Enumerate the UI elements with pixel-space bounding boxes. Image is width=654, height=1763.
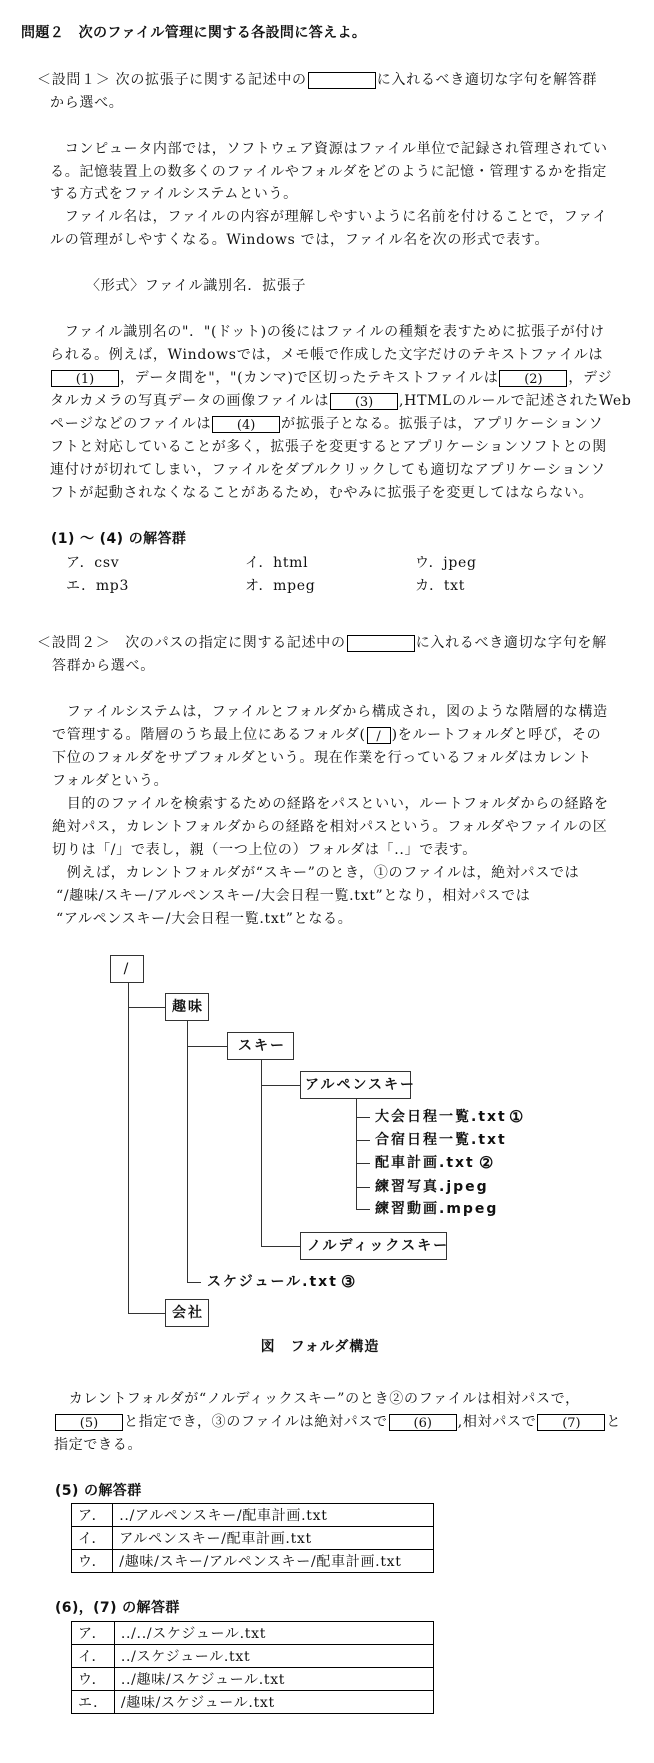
text: に入れるべき適切な字句を解答群 (376, 72, 598, 88)
text-line (52, 770, 168, 792)
tree-line (356, 1099, 357, 1209)
text: )をルートフォルダと呼び，その (391, 727, 602, 743)
option: エ．mp3 (66, 578, 130, 594)
text: から選べ。 (50, 95, 124, 111)
table-row (72, 1645, 434, 1668)
file: 練習写真.jpeg (375, 1179, 489, 1195)
tree-line (356, 1117, 370, 1118)
text-line (56, 885, 530, 907)
text: に入れるべき適切な字句を解 (415, 635, 607, 651)
folder-alpine-ski: アルペンスキー (300, 1071, 411, 1099)
text-line (50, 161, 607, 183)
text: る。記憶装置上の数多くのファイルやフォルダをどのように記憶・管理するかを指定 (50, 164, 608, 180)
text: と指定でき，③のファイルは絶対パスで (124, 1414, 388, 1430)
answer-blank-box: (5) (55, 1414, 123, 1431)
option-key: イ． (72, 1645, 115, 1668)
text: 答群から選べ。 (52, 658, 155, 674)
marker-1: ① (509, 1107, 524, 1126)
text-line (50, 344, 603, 366)
text: フトが起動されなくなることがあるため，むやみに拡張子を変更してはならない。 (50, 485, 594, 501)
text: カレントフォルダが“ノルディックスキー”のとき②のファイルは相対パスで， (54, 1391, 580, 1407)
tree-line (356, 1163, 370, 1164)
answer-blank-box (308, 72, 376, 89)
text-line (50, 482, 593, 504)
option-path: ../../スケジュール.txt (114, 1622, 433, 1645)
tree-line (128, 1007, 165, 1008)
option-path: /趣味/スキー/アルペンスキー/配車計画.txt (113, 1550, 434, 1573)
text-line (54, 1434, 142, 1456)
tree-line (356, 1209, 370, 1210)
text: ルの管理がしやすくなる。Windows では，ファイル名を次の形式で表す。 (50, 232, 550, 248)
answer-group-1-4-label: (1) ～ (4) の解答群 (51, 531, 187, 547)
tree-line (261, 1246, 300, 1247)
table-row (72, 1527, 434, 1550)
text: 切りは「/」で表し，親（一つ上位の）フォルダは「..」で表す。 (52, 842, 477, 858)
text: で管理する。階層のうち最上位にあるフォルダ( (52, 727, 366, 743)
marker-2: ② (479, 1153, 494, 1172)
text: “アルペンスキー/大会日程一覧.txt”となる。 (56, 911, 353, 927)
answer-table-5 (71, 1503, 434, 1573)
table-row (72, 1622, 434, 1645)
text-line (37, 632, 607, 654)
text: コンピュータ内部では，ソフトウェア資源はファイル単位で記録され管理されてい (50, 141, 608, 157)
text: られる。例えば，Windowsでは，メモ帳で作成した文字だけのテキストファイルは (50, 347, 604, 363)
option-key: ア． (72, 1504, 113, 1527)
answer-blank-box: (1) (51, 370, 119, 387)
folder-hobby: 趣味 (165, 993, 209, 1021)
text-line (52, 839, 477, 861)
text: ＜設問２＞ 次のパスの指定に関する記述中の (37, 635, 346, 651)
file-schedule: スケジュール.txt (207, 1274, 338, 1290)
text: 目的のファイルを検索するための経路をパスといい，ルートフォルダからの経路を (52, 796, 609, 812)
text: ,相対パスで (457, 1414, 537, 1430)
text-line (86, 275, 306, 297)
file: 練習動画.mpeg (375, 1201, 499, 1217)
problem-title: 問題２ 次のファイル管理に関する各設問に答えよ。 (21, 25, 367, 41)
text: フトと対応していることが多く，拡張子を変更するとアプリケーションソフトとの関 (50, 439, 607, 455)
text-line (52, 724, 601, 746)
text-line (50, 413, 603, 435)
tree-line (187, 1046, 227, 1047)
tree-line (128, 982, 129, 1313)
file: 配車計画.txt (375, 1155, 475, 1171)
option: ア．csv (66, 555, 120, 571)
answer-group-5-label: (5) の解答群 (55, 1483, 142, 1499)
answer-blank-box: (7) (537, 1414, 605, 1431)
option-key: ウ． (72, 1668, 115, 1691)
folder-ski: スキー (227, 1032, 294, 1060)
text-line (50, 229, 549, 251)
text: ,HTMLのルールで記述されたWeb (399, 393, 632, 409)
text-line (50, 321, 605, 343)
text-line (50, 138, 608, 160)
text-line (50, 206, 607, 228)
answer-blank-box: (3) (330, 393, 398, 410)
tree-line (128, 1313, 165, 1314)
marker-3: ③ (341, 1272, 356, 1291)
text-line (52, 793, 609, 815)
tree-line (356, 1140, 370, 1141)
option-path: ../スケジュール.txt (114, 1645, 433, 1668)
text: と (606, 1414, 622, 1430)
folder-nordic-ski: ノルディックスキー (300, 1232, 447, 1260)
answer-blank-box (347, 635, 415, 652)
option: オ．mpeg (245, 578, 316, 594)
option-path: ../趣味/スケジュール.txt (114, 1668, 433, 1691)
text: ページなどのファイルは (50, 416, 212, 432)
text-line (50, 436, 607, 458)
text: ，デジ (568, 370, 613, 386)
text: 連付けが切れてしまい，ファイルをダブルクリックしても適切なアプリケーションソ (50, 462, 606, 478)
option-path: アルペンスキー/配車計画.txt (113, 1527, 434, 1550)
option-key: エ． (72, 1691, 115, 1714)
tree-line (356, 1187, 370, 1188)
text: フォルダという。 (52, 773, 169, 789)
text-line (52, 816, 607, 838)
text: ，データ間を"，"(カンマ)で区切ったテキストファイルは (120, 370, 499, 386)
answer-group-6-7-label: (6)，(7) の解答群 (55, 1600, 180, 1616)
text-line (52, 747, 592, 769)
table-row (72, 1668, 434, 1691)
text: ファイル識別名の"．"(ドット)の後にはファイルの種類を表すために拡張子が付け (50, 324, 605, 340)
option-key: ア． (72, 1622, 115, 1645)
text-line (52, 862, 579, 884)
answer-blank-box: (4) (212, 416, 280, 433)
option: ウ．jpeg (415, 555, 477, 571)
tree-line (187, 1021, 188, 1282)
text-line (37, 69, 597, 91)
text: 例えば，カレントフォルダが“スキー”のとき，①のファイルは，絶対パスでは (52, 865, 580, 881)
text: 〈形式〉ファイル識別名．拡張子 (86, 278, 307, 294)
text-line (50, 183, 298, 205)
tree-line (261, 1085, 300, 1086)
answer-blank-box: (2) (499, 370, 567, 387)
option: カ．txt (415, 578, 466, 594)
file: 大会日程一覧.txt (375, 1109, 507, 1125)
text-line (56, 908, 352, 930)
option-path: ../アルペンスキー/配車計画.txt (113, 1504, 434, 1527)
text: 絶対パス，カレントフォルダからの経路を相対パスという。フォルダやファイルの区 (52, 819, 608, 835)
text-line (52, 701, 608, 723)
option-key: イ． (72, 1527, 113, 1550)
text: ファイル名は，ファイルの内容が理解しやすいように名前を付けることで，ファイ (50, 209, 608, 225)
tree-line (261, 1060, 262, 1246)
text: “/趣味/スキー/アルペンスキー/大会日程一覧.txt”となり，相対パスでは (56, 888, 531, 904)
text-line (54, 1388, 580, 1410)
figure-caption: 図 フォルダ構造 (260, 1339, 380, 1355)
root-folder-box: / (367, 727, 391, 744)
text-line (50, 459, 606, 481)
text: 下位のフォルダをサブフォルダという。現在作業を行っているフォルダはカレント (52, 750, 592, 766)
folder-root: / (110, 955, 144, 983)
table-row (72, 1691, 434, 1714)
file: 合宿日程一覧.txt (375, 1132, 507, 1148)
text: タルカメラの写真データの画像ファイルは (50, 393, 330, 409)
option-key: ウ． (72, 1550, 113, 1573)
text-line (52, 655, 155, 677)
text-line (54, 1411, 621, 1433)
table-row (72, 1550, 434, 1573)
answer-table-6-7 (71, 1621, 434, 1714)
option: イ．html (245, 555, 309, 571)
tree-line (187, 1282, 201, 1283)
text: が拡張子となる。拡張子は，アプリケーションソ (281, 416, 604, 432)
text-line (50, 390, 631, 412)
option-path: /趣味/スケジュール.txt (114, 1691, 433, 1714)
table-row (72, 1504, 434, 1527)
folder-company: 会社 (165, 1299, 209, 1327)
text-line (50, 92, 124, 114)
text: する方式をファイルシステムという。 (50, 186, 298, 202)
text: ファイルシステムは，ファイルとフォルダから構成され，図のような階層的な構造 (52, 704, 608, 720)
answer-blank-box: (6) (389, 1414, 457, 1431)
text: ＜設問１＞ 次の拡張子に関する記述中の (37, 72, 307, 88)
text-line (50, 367, 612, 389)
text: 指定できる。 (54, 1437, 143, 1453)
